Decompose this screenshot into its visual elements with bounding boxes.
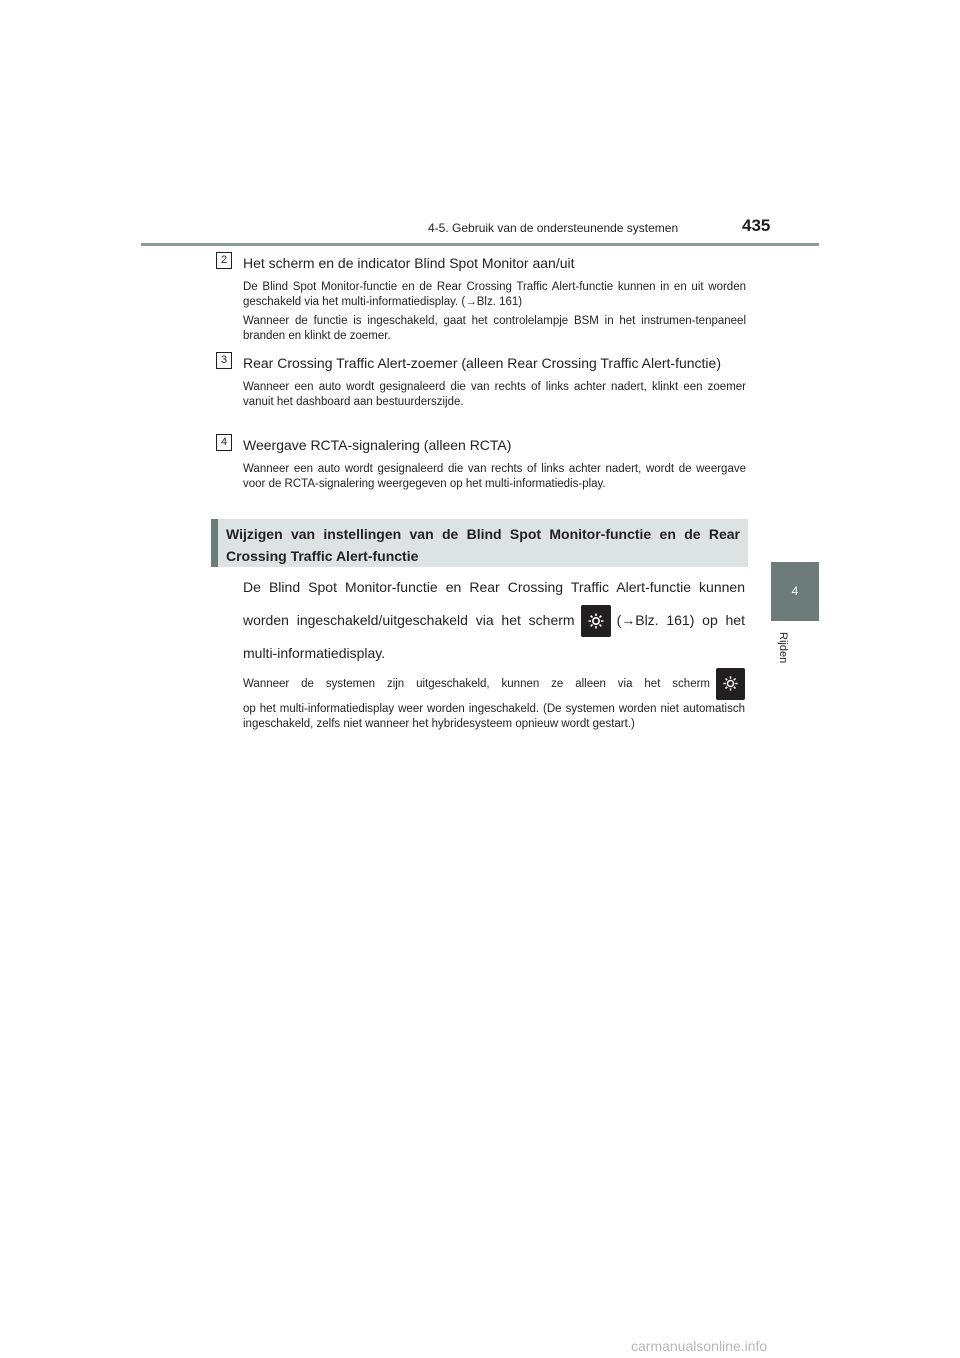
note-text-after: op het multi-informatiedisplay weer worden ingeschakeld. (De systemen worden niet automatisch ingeschakeld, zelfs niet wanneer het hybridesysteem opnieuw wordt gestart.) xyxy=(243,703,745,730)
note-paragraph xyxy=(243,668,745,732)
item-number: 4 xyxy=(216,434,232,451)
gear-icon xyxy=(716,668,745,700)
list-item xyxy=(216,434,746,492)
item-number: 2 xyxy=(216,252,232,269)
item-title: Rear Crossing Traffic Alert-zoemer (alleen Rear Crossing Traffic Alert-functie) xyxy=(243,355,721,371)
chapter-label-text: Rijden xyxy=(777,632,789,664)
item-note: De Blind Spot Monitor-functie en de Rear Crossing Traffic Alert-functie kunnen in en uit worden geschakeld via het multi-informatiedisplay. (→Blz. 161) xyxy=(243,281,746,308)
item-note: Wanneer de functie is ingeschakeld, gaat het controlelampje BSM in het instrumen-tenpaneel branden en klinkt de zoemer. xyxy=(243,315,746,342)
body-paragraph xyxy=(243,571,745,670)
note-text-before: Wanneer de systemen zijn uitgeschakeld, kunnen ze alleen via het scherm xyxy=(243,677,710,690)
gear-icon xyxy=(581,605,611,637)
list-item xyxy=(216,352,746,410)
section-title: 4-5. Gebruik van de ondersteunende systemen xyxy=(428,221,679,235)
body-text-before: De Blind Spot Monitor-functie en Rear Crossing Traffic Alert-functie kunnen worden ingeschakeld/uitgeschakeld via het scherm xyxy=(243,579,745,628)
item-number: 3 xyxy=(216,352,232,369)
list-item xyxy=(216,252,746,344)
item-title: Weergave RCTA-signalering (alleen RCTA) xyxy=(243,437,512,453)
item-note: Wanneer een auto wordt gesignaleerd die van rechts of links achter nadert, klinkt een zoemer vanuit het dashboard aan bestuurderszijde. xyxy=(243,381,746,408)
chapter-label xyxy=(777,632,806,692)
item-note: Wanneer een auto wordt gesignaleerd die van rechts of links achter nadert, wordt de weergave voor de RCTA-signalering weergegeven op het multi-informatiedis-play. xyxy=(243,463,746,490)
chapter-tab: 4 xyxy=(771,562,819,621)
page-number: 435 xyxy=(742,216,771,235)
section-heading: Wijzigen van instellingen van de Blind Spot Monitor-functie en de Rear Crossing Traffic Alert-functie xyxy=(211,519,748,567)
watermark: carmanualsonline.info xyxy=(631,1338,768,1354)
header-divider xyxy=(141,243,819,246)
body-text-after: (→Blz. 161) op het multi-informatiedisplay. xyxy=(243,612,745,662)
item-title: Het scherm en de indicator Blind Spot Monitor aan/uit xyxy=(243,255,575,271)
note-first-line xyxy=(243,668,745,700)
